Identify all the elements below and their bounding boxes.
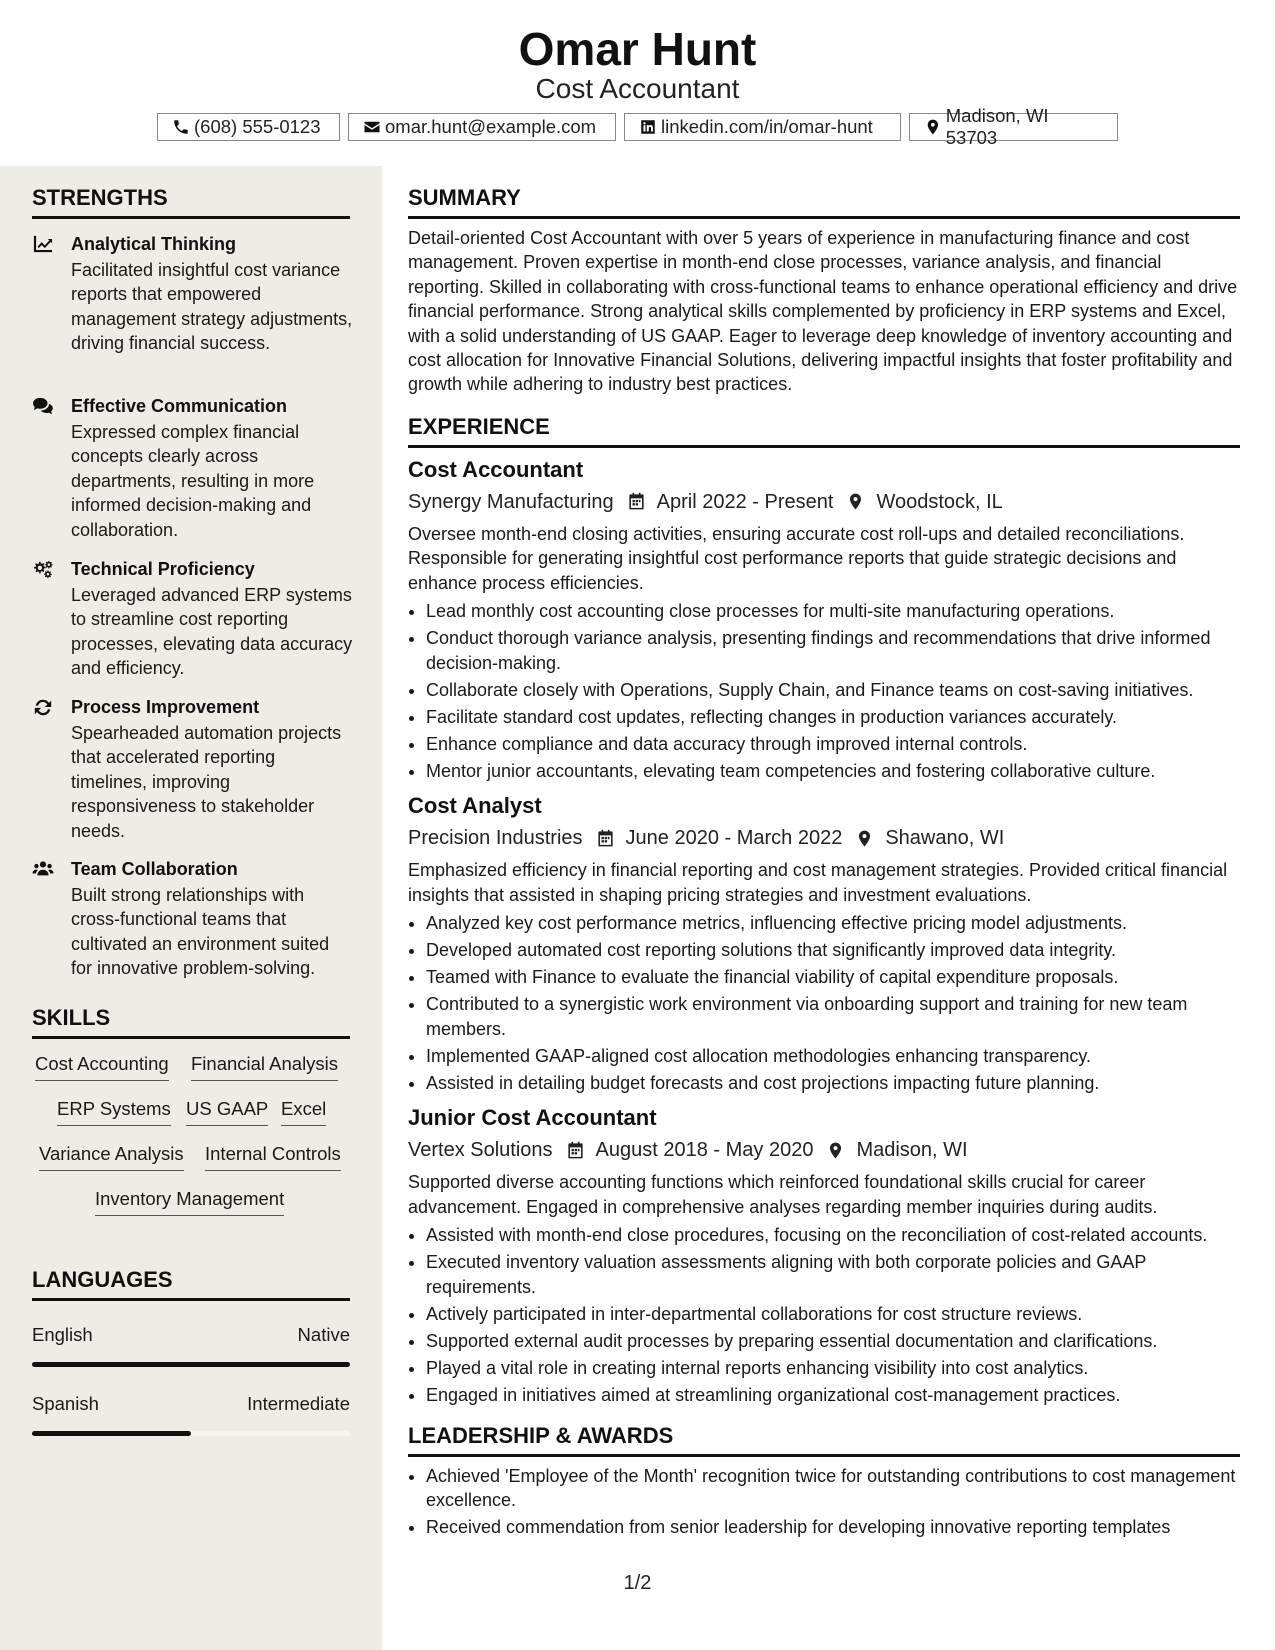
job-description: Supported diverse accounting functions which reinforced foundational skills crucial for career advancement. Engaged in comprehensive analyses regarding member inquiries during audits. xyxy=(408,1172,1158,1217)
section-divider xyxy=(408,1454,1240,1457)
job-bullet: • Lead monthly cost accounting close processes for multi-site manufacturing operations. xyxy=(426,599,1240,623)
job-meta xyxy=(408,488,1240,516)
job-bullet: • Assisted with month-end close procedures, focusing on the reconciliation of cost-related accounts. xyxy=(426,1223,1240,1247)
strength-title: Technical Proficiency xyxy=(71,559,255,579)
cogs-icon xyxy=(32,559,54,579)
skill-tag: Excel xyxy=(281,1097,326,1126)
skill-tag: ERP Systems xyxy=(57,1097,171,1126)
map-marker-icon xyxy=(846,492,865,511)
skill-tag: Cost Accounting xyxy=(35,1052,169,1081)
language-level: Native xyxy=(297,1324,350,1345)
job-location: Shawano, WI xyxy=(885,827,1005,850)
strengths-list xyxy=(32,232,353,979)
job-location: Woodstock, IL xyxy=(876,490,1003,513)
job-entry xyxy=(408,1104,1240,1407)
map-marker-icon xyxy=(855,829,874,848)
summary-text: Detail-oriented Cost Accountant with over 5 years of experience in manufacturing finance and cost management. Proven expertise in month-end close processes, variance analysis, and financial reporting. Skilled in collaborating with cross-functional teams to enhance operational efficiency and drive financial performance. Strong analytical skills complemented by proficiency in ERP systems and Excel, with a solid understanding of US GAAP. Eager to leverage deep knowledge of inventory accounting and cost allocation for Innovative Financial Solutions, delivering impactful insights that foster profitability and growth while adhering to industry best practices. xyxy=(408,228,1238,395)
proficiency-fill xyxy=(32,1362,350,1367)
job-bullet: • Played a vital role in creating internal reports enhancing visibility into cost analytics. xyxy=(426,1356,1240,1380)
job-bullet: • Supported external audit processes by preparing essential documentation and clarifications. xyxy=(426,1329,1240,1353)
job-description: Emphasized efficiency in financial reporting and cost management strategies. Provided critical financial insights that assisted in shaping pricing strategies and investment evaluations. xyxy=(408,860,1228,905)
job-dates: August 2018 - May 2020 xyxy=(595,1139,814,1162)
strengths-heading: STRENGTHS xyxy=(32,185,168,210)
language-name: English xyxy=(32,1324,93,1345)
users-icon xyxy=(32,859,54,879)
job-bullet: • Contributed to a synergistic work environment via onboarding support and training for new team members. xyxy=(426,992,1240,1041)
job-company: Precision Industries xyxy=(408,827,583,850)
contact-phone[interactable] xyxy=(157,113,340,141)
skill-tag: US GAAP xyxy=(186,1097,268,1126)
job-bullet: • Teamed with Finance to evaluate the financial viability of capital expenditure proposals. xyxy=(426,965,1240,989)
section-divider xyxy=(32,1298,350,1301)
contact-phone-text: (608) 555-0123 xyxy=(194,116,321,137)
job-company: Vertex Solutions xyxy=(408,1139,553,1162)
strength-title: Effective Communication xyxy=(71,396,288,416)
section-divider xyxy=(408,216,1240,219)
job-entry xyxy=(408,456,1240,784)
strength-title: Team Collaboration xyxy=(71,859,238,879)
proficiency-fill xyxy=(32,1431,191,1436)
proficiency-bar xyxy=(32,1362,350,1367)
leadership-bullet: • Received commendation from senior leadership for developing innovative reporting templates xyxy=(426,1515,1240,1539)
skill-tag: Inventory Management xyxy=(95,1187,284,1216)
strength-description: Built strong relationships with cross-functional teams that cultivated an environment suited for innovative problem-solving. xyxy=(71,885,330,979)
job-bullet: • Mentor junior accountants, elevating team competencies and fostering collaborative culture. xyxy=(426,759,1240,783)
job-entry xyxy=(408,792,1240,1095)
languages-section xyxy=(32,1266,350,1301)
leadership-bullet: • Achieved 'Employee of the Month' recognition twice for outstanding contributions to cost management excellence. xyxy=(426,1464,1240,1513)
proficiency-bar xyxy=(32,1431,350,1436)
comments-icon xyxy=(32,396,54,416)
job-meta xyxy=(408,1136,1240,1164)
page-number: 1/2 xyxy=(623,1572,652,1594)
job-bullets xyxy=(408,1223,1240,1407)
contact-bar xyxy=(0,105,1275,148)
contact-linkedin-text: linkedin.com/in/omar-hunt xyxy=(661,116,873,137)
contact-email-text: omar.hunt@example.com xyxy=(385,116,597,137)
job-bullet: • Actively participated in inter-departmental collaborations for cost structure reviews. xyxy=(426,1302,1240,1326)
skills-heading: SKILLS xyxy=(32,1005,111,1030)
job-bullets xyxy=(408,911,1240,1095)
job-bullet: • Collaborate closely with Operations, Supply Chain, and Finance teams on cost-saving initiatives. xyxy=(426,678,1240,702)
strength-description: Spearheaded automation projects that accelerated reporting timelines, improving responsiveness to stakeholder needs. xyxy=(71,723,342,841)
job-bullet: • Enhance compliance and data accuracy through improved internal controls. xyxy=(426,732,1240,756)
linkedin-icon xyxy=(639,118,657,136)
summary-heading: SUMMARY xyxy=(408,185,521,210)
job-meta xyxy=(408,824,1240,852)
job-bullet: • Developed automated cost reporting solutions that significantly improved data integrity. xyxy=(426,938,1240,962)
job-company: Synergy Manufacturing xyxy=(408,490,614,513)
job-title: Cost Accountant xyxy=(408,456,584,482)
job-bullet: • Engaged in initiatives aimed at streamlining organizational cost-management practices. xyxy=(426,1383,1240,1407)
strength-title: Process Improvement xyxy=(71,697,260,717)
calendar-icon xyxy=(566,1141,585,1160)
languages-heading: LANGUAGES xyxy=(32,1267,173,1292)
leadership-heading: LEADERSHIP & AWARDS xyxy=(408,1422,674,1448)
strengths-section xyxy=(32,184,350,219)
sidebar xyxy=(0,166,382,1650)
job-bullet: • Executed inventory valuation assessments aligning with both corporate policies and GAAP requirements. xyxy=(426,1250,1240,1299)
strength-description: Expressed complex financial concepts clearly across departments, resulting in more informed decision-making and collaboration. xyxy=(71,422,315,540)
job-title: Junior Cost Accountant xyxy=(408,1105,657,1131)
job-bullet: • Facilitate standard cost updates, reflecting changes in production variances accurately. xyxy=(426,705,1240,729)
envelope-icon xyxy=(363,118,381,136)
calendar-icon xyxy=(596,829,615,848)
job-title: Cost Analyst xyxy=(408,793,542,819)
job-bullet: • Assisted in detailing budget forecasts and cost projections impacting future planning. xyxy=(426,1071,1240,1095)
contact-location-text: Madison, WI 53703 xyxy=(945,105,1049,148)
job-location: Madison, WI xyxy=(856,1139,968,1162)
sync-icon xyxy=(32,697,54,717)
leadership-bullets xyxy=(408,1464,1240,1540)
leadership-section xyxy=(408,1422,1240,1540)
chart-line-icon xyxy=(32,234,54,254)
job-bullets xyxy=(408,599,1240,783)
map-marker-icon xyxy=(924,118,942,136)
section-divider xyxy=(32,216,350,219)
job-dates: April 2022 - Present xyxy=(656,490,834,513)
job-dates: June 2020 - March 2022 xyxy=(625,827,843,850)
experience-section xyxy=(408,413,1240,1408)
section-divider xyxy=(32,1036,350,1039)
calendar-icon xyxy=(627,492,646,511)
skills-section xyxy=(32,1004,350,1039)
map-marker-icon xyxy=(826,1141,845,1160)
main-content xyxy=(408,166,1240,1542)
language-name: Spanish xyxy=(32,1393,99,1414)
languages-list xyxy=(32,1323,350,1443)
skill-tag: Internal Controls xyxy=(205,1142,341,1171)
summary-section xyxy=(408,184,1240,397)
section-divider xyxy=(408,445,1240,448)
job-description: Oversee month-end closing activities, ensuring accurate cost roll-ups and detailed reconciliations. Responsible for generating insightful cost performance reports that guide strategic decisions and enhance process efficiencies. xyxy=(408,523,1185,593)
strength-description: Facilitated insightful cost variance reports that empowered management strategy adjustments, driving financial success. xyxy=(71,260,353,354)
phone-icon xyxy=(172,118,190,136)
candidate-title: Cost Accountant xyxy=(535,73,740,104)
strength-description: Leveraged advanced ERP systems to streamline cost reporting processes, elevating data accuracy and efficiency. xyxy=(71,585,353,679)
job-bullet: • Analyzed key cost performance metrics, influencing effective pricing model adjustments. xyxy=(426,911,1240,935)
candidate-name: Omar Hunt xyxy=(518,23,757,75)
contact-location xyxy=(909,105,1118,148)
contact-email[interactable] xyxy=(348,113,616,141)
skill-tag: Financial Analysis xyxy=(191,1052,338,1081)
experience-heading: EXPERIENCE xyxy=(408,413,550,439)
strength-title: Analytical Thinking xyxy=(71,234,237,254)
job-bullet: • Implemented GAAP-aligned cost allocation methodologies enhancing transparency. xyxy=(426,1044,1240,1068)
contact-linkedin[interactable] xyxy=(624,113,901,141)
job-bullet: • Conduct thorough variance analysis, presenting findings and recommendations that drive informed decision-making. xyxy=(426,626,1240,675)
skill-tag: Variance Analysis xyxy=(39,1142,184,1171)
resume-header xyxy=(0,0,1275,166)
language-level: Intermediate xyxy=(247,1393,350,1414)
